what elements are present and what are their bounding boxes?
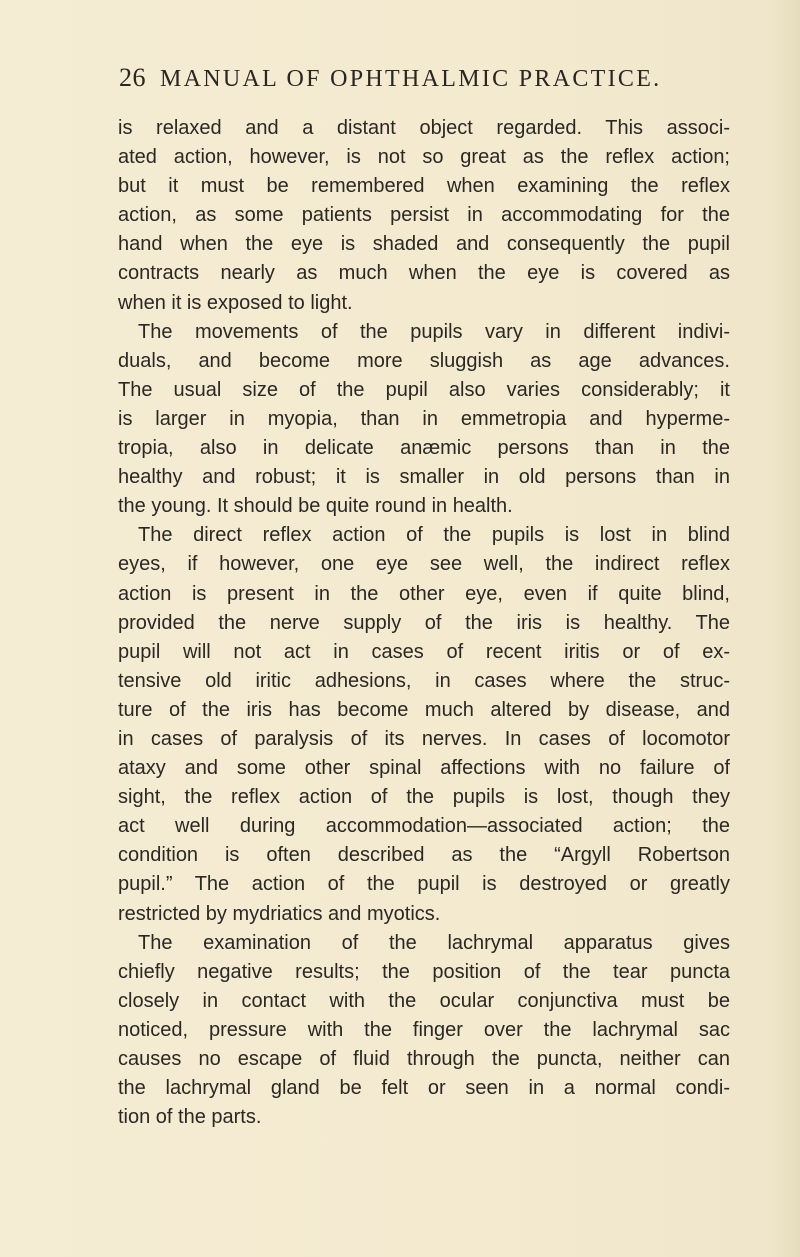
- text-line: hand when the eye is shaded and consequently the pupil: [118, 233, 730, 256]
- text-line: is relaxed and a distant object regarded. This associ-: [118, 117, 730, 139]
- running-header: [119, 60, 719, 96]
- page-number: 26: [119, 63, 146, 92]
- text-line: but it must be remembered when examining the reflex: [118, 175, 730, 198]
- text-line: The movements of the pupils vary in different indivi-: [138, 320, 730, 343]
- text-line: The examination of the lachrymal apparatus gives: [138, 931, 730, 954]
- text-line: action, as some patients persist in accommodating for the: [118, 204, 730, 227]
- text-line: pupil.” The action of the pupil is destroyed or greatly: [118, 873, 730, 896]
- text-line: noticed, pressure with the finger over the lachrymal sac: [118, 1018, 730, 1041]
- text-line: when it is exposed to light.: [118, 291, 353, 314]
- text-line: closely in contact with the ocular conjunctiva must be: [118, 989, 730, 1012]
- text-line: duals, and become more sluggish as age advances.: [118, 349, 730, 372]
- text-line: act well during accommodation—associated action; the: [118, 815, 730, 838]
- text-line: chiefly negative results; the position of the tear puncta: [118, 960, 730, 983]
- text-line: the lachrymal gland be felt or seen in a normal condi-: [118, 1077, 730, 1100]
- text-line: sight, the reflex action of the pupils is lost, though they: [118, 786, 730, 809]
- text-line: contracts nearly as much when the eye is covered as: [118, 262, 730, 285]
- text-line: tensive old iritic adhesions, in cases where the struc-: [118, 669, 730, 692]
- text-line: ataxy and some other spinal affections with no failure of: [118, 757, 730, 780]
- text-line: tropia, also in delicate anæmic persons than in the: [118, 437, 730, 460]
- text-line: pupil will not act in cases of recent iritis or of ex-: [118, 640, 730, 663]
- text-line: healthy and robust; it is smaller in old persons than in: [118, 466, 730, 489]
- text-line: the young. It should be quite round in health.: [118, 495, 513, 518]
- running-title: MANUAL OF OPHTHALMIC PRACTICE.: [160, 66, 662, 92]
- text-line: tion of the parts.: [118, 1106, 262, 1129]
- text-line: ture of the iris has become much altered by disease, and: [118, 698, 730, 721]
- body-text: [118, 114, 730, 1132]
- text-line: is larger in myopia, than in emmetropia and hyperme-: [118, 407, 730, 430]
- text-line: provided the nerve supply of the iris is healthy. The: [118, 611, 730, 634]
- text-line: condition is often described as the “Argyll Robertson: [118, 844, 730, 867]
- text-line: The direct reflex action of the pupils is lost in blind: [138, 524, 730, 547]
- text-line: causes no escape of fluid through the puncta, neither can: [118, 1048, 730, 1070]
- text-line: action is present in the other eye, even if quite blind,: [118, 582, 730, 605]
- text-line: in cases of paralysis of its nerves. In cases of locomotor: [118, 727, 730, 750]
- text-line: eyes, if however, one eye see well, the indirect reflex: [118, 553, 730, 576]
- text-line: restricted by mydriatics and myotics.: [118, 902, 441, 925]
- text-line: The usual size of the pupil also varies considerably; it: [118, 378, 730, 401]
- text-line: ated action, however, is not so great as the reflex action;: [118, 146, 730, 169]
